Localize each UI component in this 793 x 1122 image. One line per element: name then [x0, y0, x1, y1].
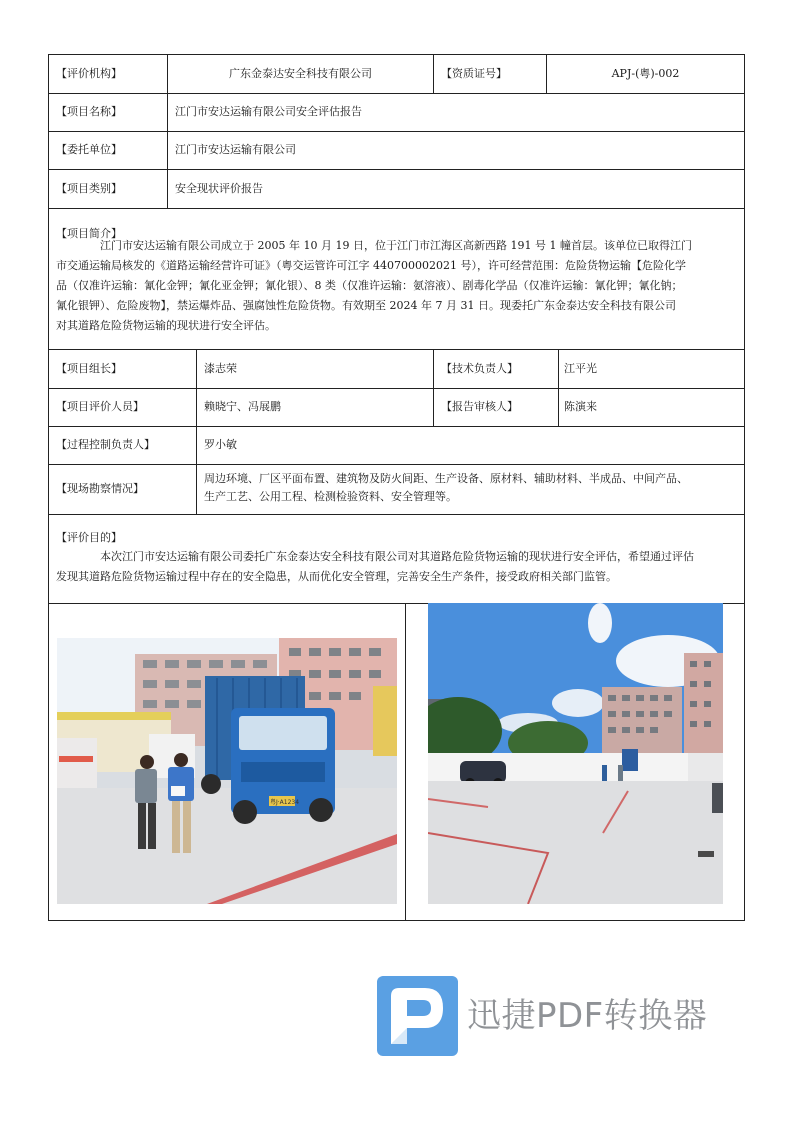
tech-value: 江平光: [564, 361, 597, 375]
site-value: [204, 470, 740, 506]
leader-value: 漆志荣: [204, 361, 237, 375]
pdf-logo-icon: [377, 976, 458, 1056]
reviewer-label: 【报告审核人】: [441, 400, 518, 413]
intro-line: 品（仅准许运输：氰化金钾；氰化亚金钾；氰化银）、8 类（仅准许运输：氨溶液）、剧毒化学品（仅准许运输：氰化钾；氰化钠；: [56, 279, 683, 292]
site-photo-truck-image: [57, 638, 397, 904]
site-photo-truck: [57, 638, 397, 904]
watermark-text: 迅捷PDF转换器: [467, 996, 708, 1036]
leader-label: 【项目组长】: [56, 361, 122, 375]
cert-label: 【资质证号】: [441, 66, 507, 80]
tech-label: 【技术负责人】: [441, 361, 518, 375]
intro-paragraph: [56, 236, 740, 336]
category-value: 安全现状评价报告: [175, 181, 263, 195]
org-value: 广东金泰达安全科技有限公司: [229, 66, 372, 80]
members-label: 【项目评价人员】: [56, 400, 144, 413]
process-label: 【过程控制负责人】: [56, 438, 155, 451]
site-label: 【现场勘察情况】: [56, 482, 144, 495]
reviewer-value: 陈演来: [564, 400, 597, 413]
client-value: 江门市安达运输有限公司: [175, 143, 296, 156]
client-label: 【委托单位】: [56, 143, 122, 156]
purpose-line: 发现其道路危险货物运输过程中存在的安全隐患，从而优化安全管理，完善安全生产条件，接受政府相关部门监管。: [56, 570, 617, 583]
intro-line: 对其道路危险货物运输的现状进行安全评估。: [56, 319, 276, 332]
intro-label: 【项目简介】: [56, 227, 122, 240]
watermark-logo: [377, 976, 727, 1056]
members-value: 赖晓宁、冯展鹏: [204, 400, 281, 413]
site-photo-yard: [428, 603, 723, 904]
site-line: 周边环境、厂区平面布置、建筑物及防火间距、生产设备、原材料、辅助材料、半成品、中间产品、: [204, 472, 688, 485]
cert-value: APJ-(粤)-002: [611, 66, 680, 80]
purpose-label: 【评价目的】: [56, 531, 122, 544]
site-photo-yard-image: [428, 603, 723, 904]
site-line: 生产工艺、公用工程、检测检验资料、安全管理等。: [204, 490, 457, 503]
purpose-paragraph: [56, 547, 740, 587]
intro-line: 江门市安达运输有限公司成立于 2005 年 10 月 19 日，位于江门市江海区高新西路 191 号 1 幢首层。该单位已取得江门: [100, 239, 692, 252]
evaluation-info-table: [48, 54, 745, 921]
intro-line: 市交通运输局核发的《道路运输经营许可证》（粤交运管许可江字 440700002021 号），许可经营范围：危险货物运输【危险化学: [56, 259, 686, 272]
process-value: 罗小敏: [204, 438, 237, 451]
project-name-value: 江门市安达运输有限公司安全评估报告: [175, 105, 362, 118]
category-label: 【项目类别】: [56, 181, 122, 195]
org-label: 【评价机构】: [56, 66, 122, 80]
project-name-label: 【项目名称】: [56, 105, 122, 118]
truck-plate: 粤J·A1234: [270, 799, 300, 806]
purpose-line: 本次江门市安达运输有限公司委托广东金泰达安全科技有限公司对其道路危险货物运输的现状进行安全评估，希望通过评估: [100, 550, 694, 563]
intro-line: 氰化银钾）、危险废物】，禁运爆炸品、强腐蚀性危险货物。有效期至 2024 年 7 月 31 日。现委托广东金泰达安全科技有限公司: [56, 299, 676, 312]
